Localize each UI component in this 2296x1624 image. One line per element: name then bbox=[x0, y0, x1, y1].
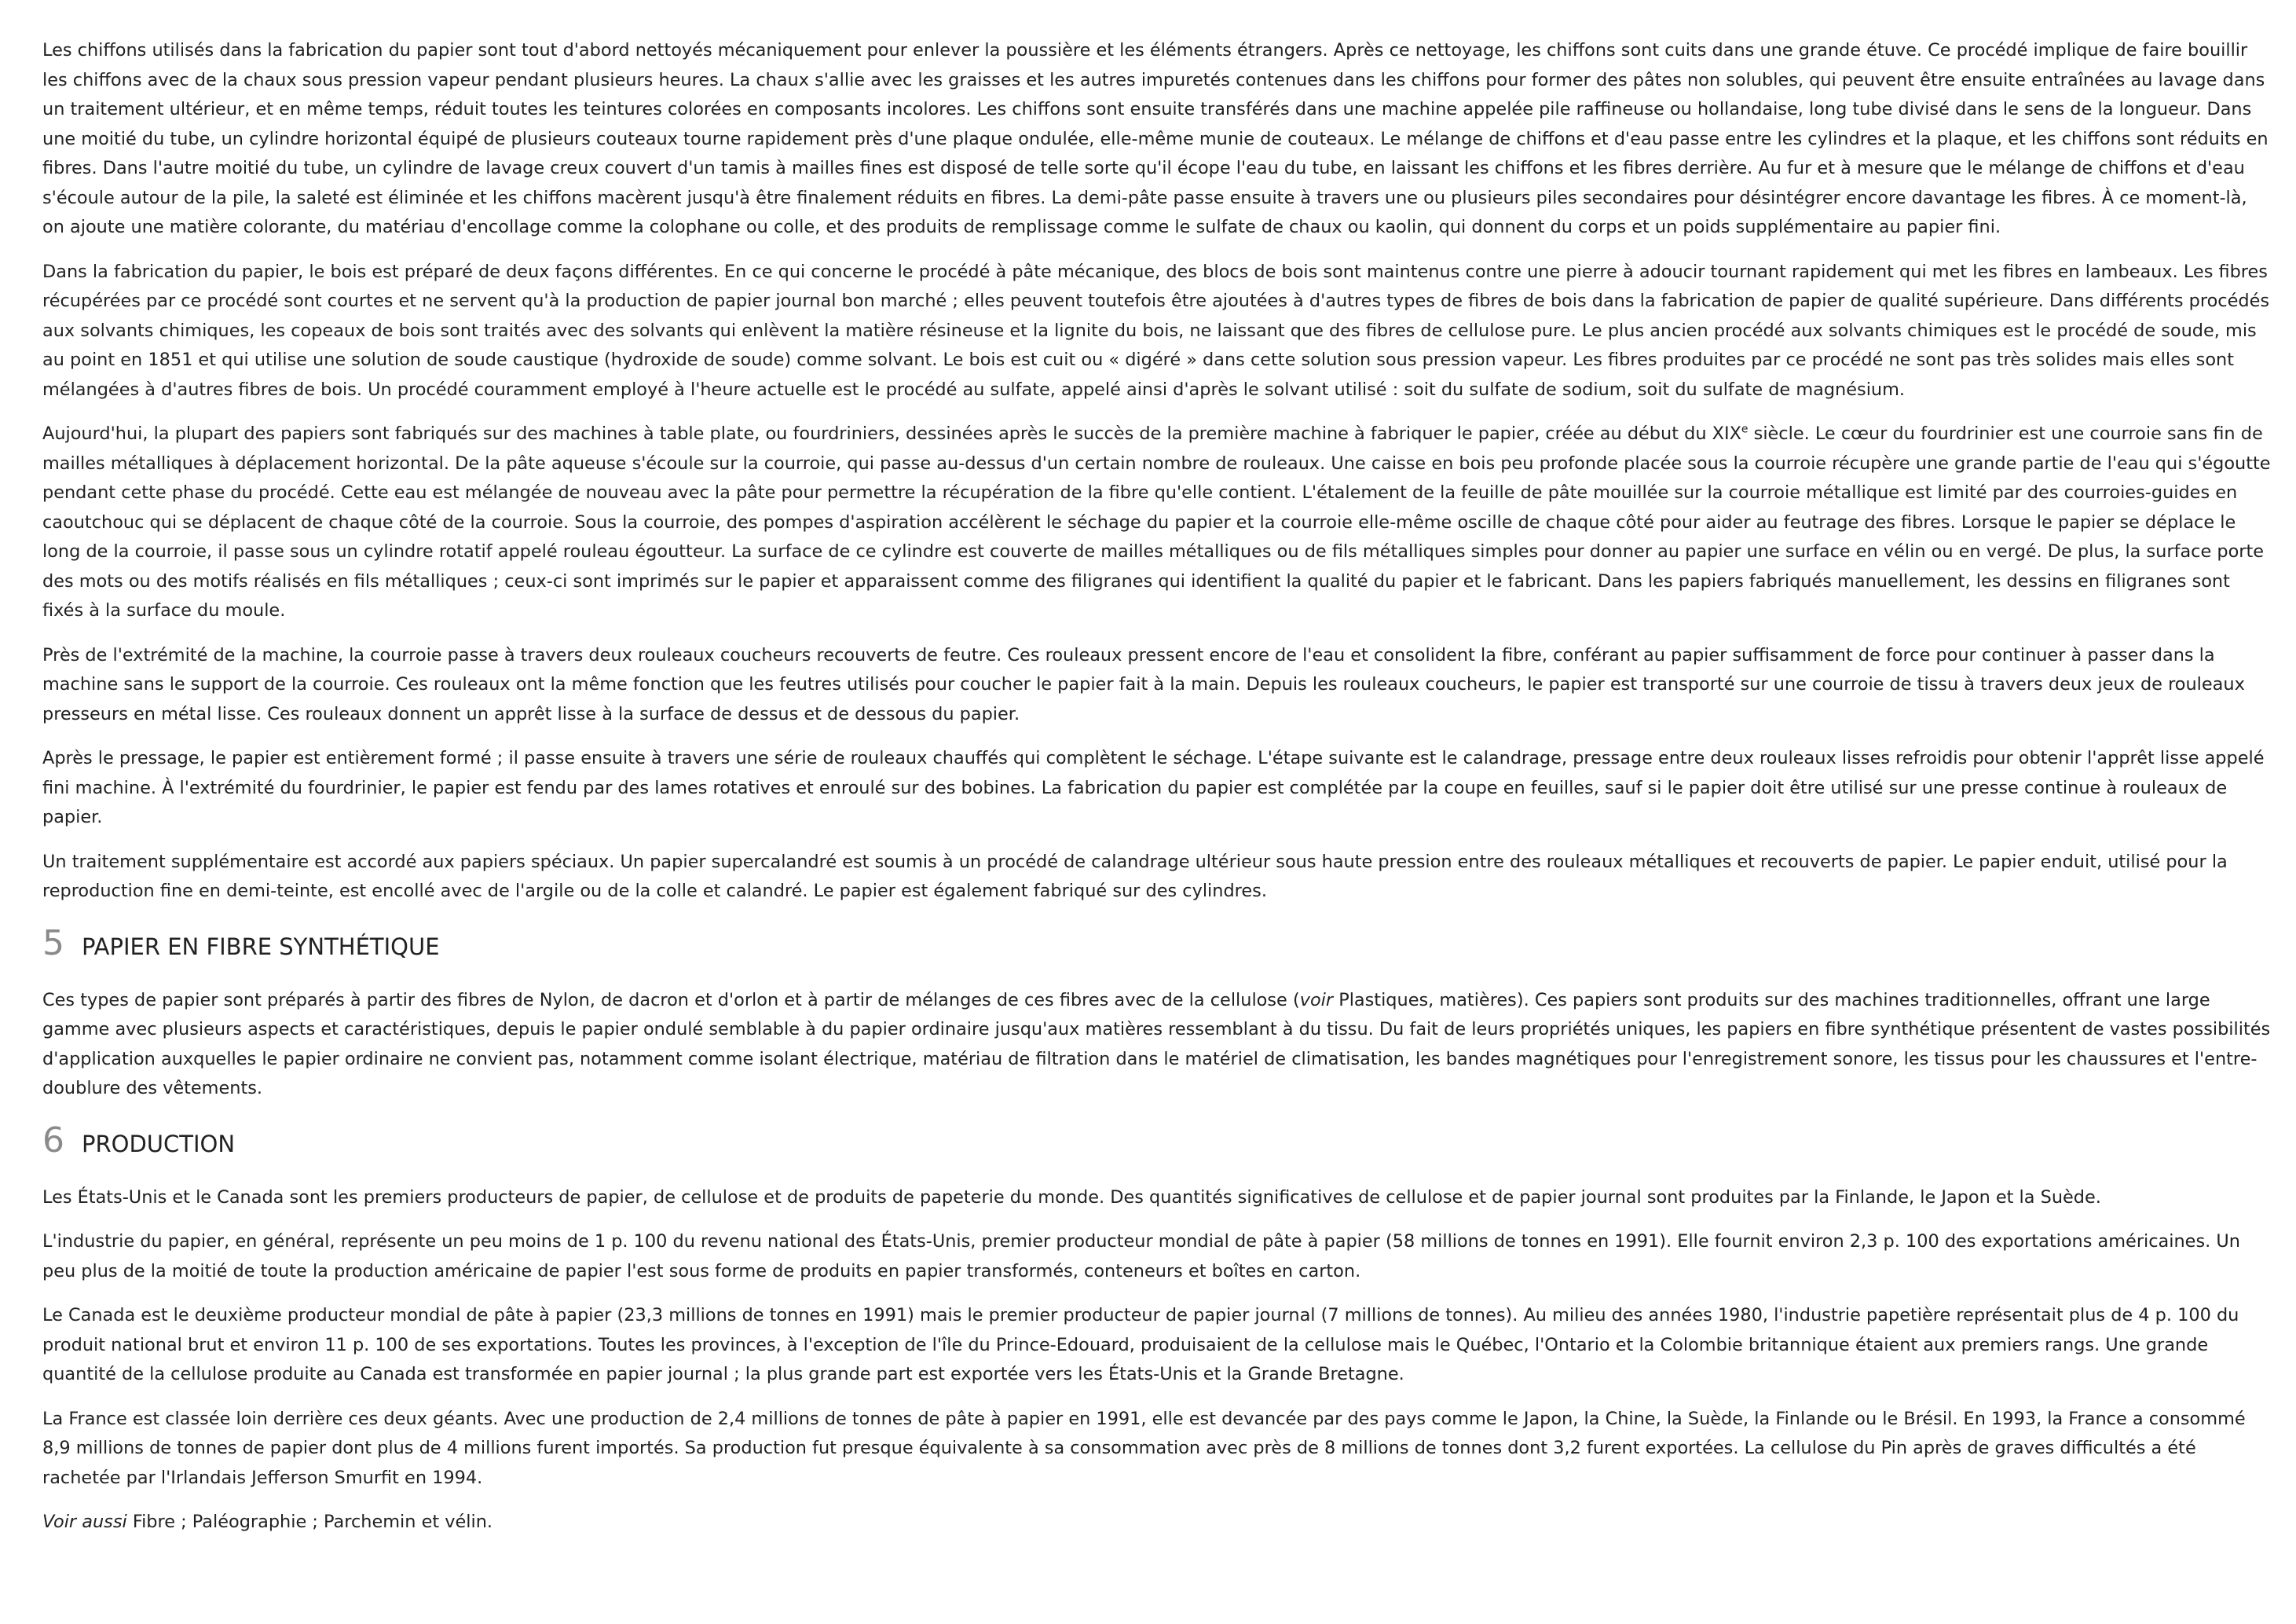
paragraph-special-papers: Un traitement supplémentaire est accordé aux papiers spéciaux. Un papier supercalandré est soumis à un procédé de calandrage ultérieur sous haute pression entre des rouleaux métalliques et recouverts de papier. Le papier enduit, utilisé pour la reproduction fine en demi-teinte, est encollé avec de l'argile ou de la colle et calandré. Le papier est également fabriqué sur des cylindres. bbox=[42, 851, 2228, 901]
section-heading-synthetic-fiber bbox=[42, 922, 2273, 969]
paragraph-production-canada: Le Canada est le deuxième producteur mondial de pâte à papier (23,3 millions de tonnes en 1991) mais le premier producteur de papier journal (7 millions de tonnes). Au milieu des années 1980, l'industrie papetière représentait plus de 4 p. 100 du produit national brut et environ 11 p. 100 de ses exportations. Toutes les provinces, à l'exception de l'île du Prince-Edouard, produisaient de la cellulose mais le Québec, l'Ontario et la Colombie britannique étaient aux premiers rangs. Une grande quantité de la cellulose produite au Canada est transformée en papier journal ; la plus grande part est exportée vers les États-Unis et la Grande Bretagne. bbox=[42, 1305, 2239, 1384]
voir-reference: voir bbox=[1299, 989, 1334, 1010]
fourdrinier-text-end: siècle. Le cœur du fourdrinier est une courroie sans fin de mailles métalliques à déplacement horizontal. De la pâte aqueuse s'écoule sur la courroie, qui passe au-dessus d'un certain nombre de rouleaux. Une caisse en bois peu profonde placée sous la courroie récupère une grande partie de l'eau qui s'égoutte pendant cette phase du procédé. Cette eau est mélangée de nouveau avec la pâte pour permettre la récupération de la fibre qu'elle contient. L'étalement de la feuille de pâte mouillée sur la courroie métallique est limité par des courroies-guides en caoutchouc qui se déplacent de chaque côté de la courroie. Sous la courroie, des pompes d'aspiration accélèrent le séchage du papier et la courroie elle-même oscille de chaque côté pour aider au feutrage des fibres. Lorsque le papier se déplace le long de la courroie, il passe sous un cylindre rotatif appelé rouleau égoutteur. La surface de ce cylindre est couverte de mailles métalliques ou de fils métalliques simples pour donner au papier une surface en vélin ou en vergé. De plus, la surface porte des mots ou des motifs réalisés en fils métalliques ; ceux-ci sont imprimés sur le papier et apparaissent comme des filigranes qui identifient la qualité du papier et le fabricant. Dans les papiers fabriqués manuellement, les dessins en filigranes sont fixés à la surface du moule. bbox=[42, 423, 2271, 621]
paragraph-couch-rolls: Près de l'extrémité de la machine, la courroie passe à travers deux rouleaux coucheurs recouverts de feutre. Ces rouleaux pressent encore de l'eau et consolident la fibre, conférant au papier suffisamment de force pour continuer à passer dans la machine sans le support de la courroie. Ces rouleaux ont la même fonction que les feutres utilisés pour coucher le papier fait à la main. Depuis les rouleaux coucheurs, le papier est transporté sur une courroie de tissu à travers deux jeux de rouleaux presseurs en métal lisse. Ces rouleaux donnent un apprêt lisse à la surface de dessus et de dessous du papier. bbox=[42, 644, 2245, 724]
paragraph-production-france: La France est classée loin derrière ces deux géants. Avec une production de 2,4 millions de tonnes de pâte à papier en 1991, elle est devancée par des pays comme le Japon, la Chine, la Suède, la Finlande ou le Brésil. En 1993, la France a consommé 8,9 millions de tonnes de papier dont plus de 4 millions furent importés. Sa production fut presque équivalente à sa consommation avec près de 8 millions de tonnes dont 3,2 furent exportées. La cellulose du Pin après de graves difficultés a été rachetée par l'Irlandais Jefferson Smurfit en 1994. bbox=[42, 1408, 2246, 1488]
section-heading-production bbox=[42, 1119, 2273, 1166]
paragraph-fourdrinier bbox=[42, 420, 2273, 626]
paragraph-rag-processing: Les chiffons utilisés dans la fabrication du papier sont tout d'abord nettoyés mécaniquement pour enlever la poussière et les éléments étrangers. Après ce nettoyage, les chiffons sont cuits dans une grande étuve. Ce procédé implique de faire bouillir les chiffons avec de la chaux sous pression vapeur pendant plusieurs heures. La chaux s'allie avec les graisses et les autres impuretés contenues dans les chiffons pour former des pâtes non solubles, qui peuvent être ensuite entraînées au lavage dans un traitement ultérieur, et en même temps, réduit toutes les teintures colorées en composants incolores. Les chiffons sont ensuite transférés dans une machine appelée pile raffineuse ou hollandaise, long tube divisé dans le sens de la longueur. Dans une moitié du tube, un cylindre horizontal équipé de plusieurs couteaux tourne rapidement près d'une plaque ondulée, elle-même munie de couteaux. Le mélange de chiffons et d'eau passe entre les cylindres et la plaque, et les chiffons sont réduits en fibres. Dans l'autre moitié du tube, un cylindre de lavage creux couvert d'un tamis à mailles fines est disposé de telle sorte qu'il écope l'eau du tube, en laissant les chiffons et les fibres derrière. Au fur et à mesure que le mélange de chiffons et d'eau s'écoule autour de la pile, la saleté est éliminée et les chiffons macèrent jusqu'à être finalement réduits en fibres. La demi-pâte passe ensuite à travers une ou plusieurs piles secondaires pour désintégrer encore davantage les fibres. À ce moment-là, on ajoute une matière colorante, du matériau d'encollage comme la colophane ou colle, et des produits de remplissage comme le sulfate de chaux ou kaolin, qui donnent du corps et un poids supplémentaire au papier fini. bbox=[42, 40, 2269, 237]
section-number: 5 bbox=[42, 922, 64, 963]
synthetic-text-start: Ces types de papier sont préparés à partir des fibres de Nylon, de dacron et d'orlon et à partir de mélanges de ces fibres avec de la cellulose ( bbox=[42, 989, 1300, 1010]
see-also-links: Fibre ; Paléographie ; Parchemin et vélin. bbox=[126, 1512, 493, 1532]
section-title: PRODUCTION bbox=[82, 1130, 236, 1157]
section-title: PAPIER EN FIBRE SYNTHÉTIQUE bbox=[82, 933, 440, 960]
paragraph-production-usa: L'industrie du papier, en général, représente un peu moins de 1 p. 100 du revenu national des États-Unis, premier producteur mondial de pâte à papier (58 millions de tonnes en 1991). Elle fournit environ 2,3 p. 100 des exportations américaines. Un peu plus de la moitié de toute la production américaine de papier l'est sous forme de produits en papier transformés, conteneurs et boîtes en carton. bbox=[42, 1231, 2240, 1281]
see-also bbox=[42, 1508, 2273, 1538]
paragraph-wood-preparation: Dans la fabrication du papier, le bois est préparé de deux façons différentes. En ce qui concerne le procédé à pâte mécanique, des blocs de bois sont maintenus contre une pierre à adoucir tournant rapidement qui met les fibres en lambeaux. Les fibres récupérées par ce procédé sont courtes et ne servent qu'à la production de papier journal bon marché ; elles peuvent toutefois être ajoutées à d'autres types de fibres de bois dans la fabrication de papier de qualité supérieure. Dans différents procédés aux solvants chimiques, les copeaux de bois sont traités avec des solvants qui enlèvent la matière résineuse et la lignite du bois, ne laissant que des fibres de cellulose pure. Le plus ancien procédé aux solvants chimiques est le procédé de soude, mis au point en 1851 et qui utilise une solution de soude caustique (hydroxide de soude) comme solvant. Le bois est cuit ou « digéré » dans cette solution sous pression vapeur. Les fibres produites par ce procédé ne sont pas très solides mais elles sont mélangées à d'autres fibres de bois. Un procédé couramment employé à l'heure actuelle est le procédé au sulfate, appelé ainsi d'après le solvant utilisé : soit du sulfate de sodium, soit du sulfate de magnésium. bbox=[42, 261, 2270, 400]
section-number: 6 bbox=[42, 1120, 64, 1160]
see-also-label: Voir aussi bbox=[42, 1512, 127, 1532]
century-superscript: e bbox=[1741, 423, 1749, 436]
fourdrinier-text-start: Aujourd'hui, la plupart des papiers sont fabriqués sur des machines à table plate, ou fourdriniers, dessinées après le succès de la première machine à fabriquer le papier, créée au début du XIX bbox=[42, 423, 1741, 444]
document-page bbox=[42, 36, 2273, 1553]
synthetic-text-end: Plastiques, matières). Ces papiers sont produits sur des machines traditionnelles, offrant une large gamme avec plusieurs aspects et caractéristiques, depuis le papier ondulé semblable à du papier ordinaire jusqu'aux matières ressemblant à du tissu. Du fait de leurs propriétés uniques, les papiers en fibre synthétique présentent de vastes possibilités d'application auxquelles le papier ordinaire ne convient pas, notamment comme isolant électrique, matériau de filtration dans le matériel de climatisation, les bandes magnétiques pour l'enregistrement sonore, les tissus pour les chaussures et l'entre-doublure des vêtements. bbox=[42, 989, 2271, 1098]
paragraph-production-leaders: Les États-Unis et le Canada sont les premiers producteurs de papier, de cellulose et de produits de papeterie du monde. Des quantités significatives de cellulose et de papier journal sont produites par la Finlande, le Japon et la Suède. bbox=[42, 1186, 2101, 1208]
paragraph-synthetic-fiber bbox=[42, 986, 2273, 1104]
paragraph-calendering: Après le pressage, le papier est entièrement formé ; il passe ensuite à travers une série de rouleaux chauffés qui complètent le séchage. L'étape suivante est le calandrage, pressage entre deux rouleaux lisses refroidis pour obtenir l'apprêt lisse appelé fini machine. À l'extrémité du fourdrinier, le papier est fendu par des lames rotatives et enroulé sur des bobines. La fabrication du papier est complétée par la coupe en feuilles, sauf si le papier doit être utilisé sur une presse continue à rouleaux de papier. bbox=[42, 748, 2265, 827]
